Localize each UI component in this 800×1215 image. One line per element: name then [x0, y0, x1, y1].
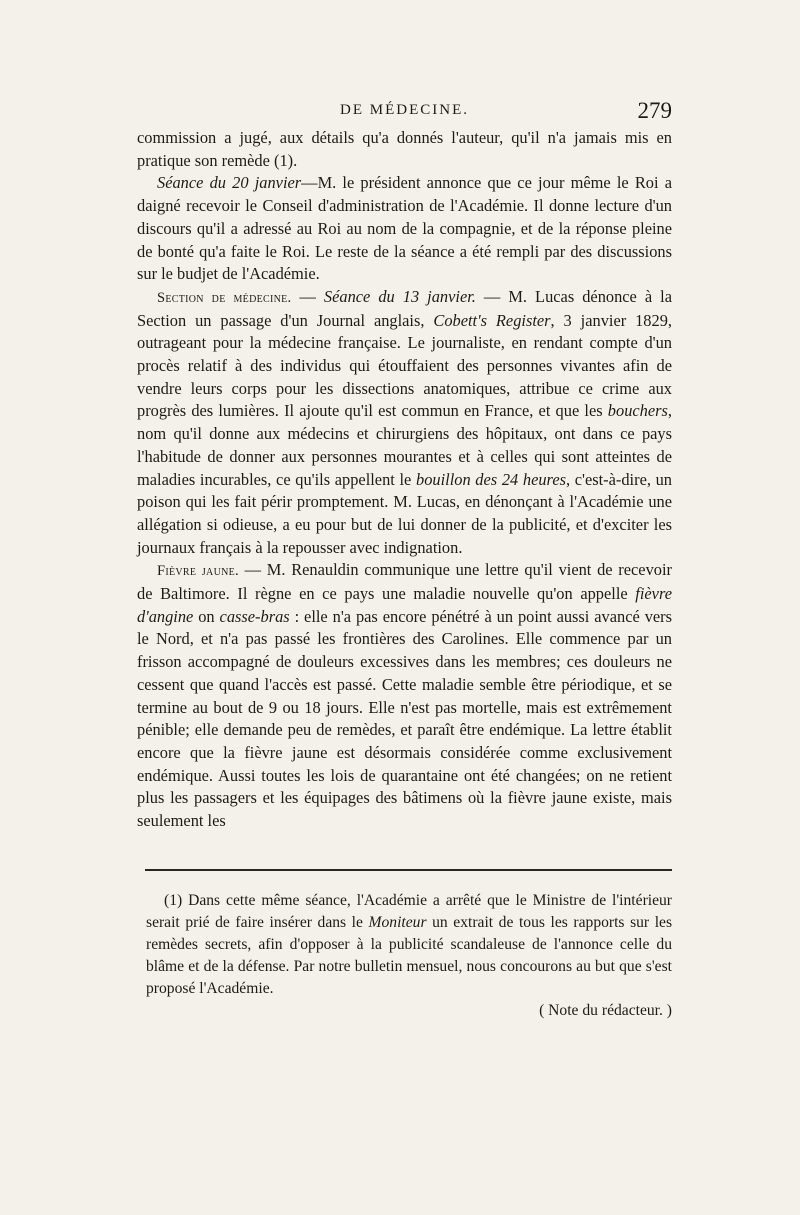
- note-signature: ( Note du rédacteur. ): [539, 1002, 672, 1019]
- footnote-text: [146, 890, 672, 1000]
- paragraph-fievre-jaune: [137, 559, 672, 832]
- paragraph-commission: [137, 127, 672, 172]
- term-casse-bras: casse-bras: [219, 606, 290, 626]
- section-heading: Section de médecine.: [157, 289, 292, 306]
- section-text-d: , c'est-à-dire, un poison qui les fait périr promptement. M. Lucas, en dénonçant à l'Académie une allégation si odieuse, a eu pour but de lui donner de la publicité, et d'exciter les journaux français à la repousser avec indignation.: [137, 469, 672, 557]
- seance-20-text: —M. le président annonce que ce jour même le Roi a daigné recevoir le Conseil d'administration de l'Académie. Il donne lecture d'un discours qu'il a adressé au Roi au nom de la compagnie, et de la réponse pleine de bonté qu'a faite le Roi. Le reste de la séance a été rempli par des discussions sur le budjet de l'Académie.: [137, 173, 672, 284]
- paragraph-seance-20-janvier: [137, 172, 672, 286]
- running-title: DE MÉDECINE.: [340, 102, 469, 118]
- paragraph-commission-text: commission a jugé, aux détails qu'a donnés l'auteur, qu'il n'a jamais mis en pratique son remède (1).: [137, 128, 672, 170]
- section-text-c: , nom qu'il donne aux médecins et chirurgiens des hôpitaux, ont dans ce pays l'habitude de donner aux personnes mourantes et à celles qui sont atteintes de maladies incurables, ce qu'ils appellent le: [137, 401, 672, 489]
- footnote-text-a: (1) Dans cette même séance, l'Académie a arrêté que le Ministre de l'intérieur serait prié de faire insérer dans le: [146, 892, 672, 931]
- fievre-text-c: : elle n'a pas encore pénétré à un point aussi avancé vers le Nord, et n'a pas passé les frontières des Carolines. Elle commence par un frisson accompagné de douleurs excessives dans les membres; ces douleurs ne cessent que quand l'accès est passé. Cette maladie semble être périodique, et se termine au bout de 9 ou 18 jours. Elle n'est pas mortelle, mais est extrêmement pénible; elle demande peu de remèdes, et paraît être endémique. La lettre établit encore que la fièvre jaune est désormais considérée comme exclusivement endémique. Aussi toutes les lois de quarantaine ont été changées; on ne retient plus les passagers et les équipages des bâtimens où la fièvre jaune existe, mais seulement les: [137, 606, 672, 831]
- section-text-a: — M. Lucas dénonce à la Section un passage d'un Journal anglais,: [137, 286, 672, 330]
- term-moniteur: Moniteur: [368, 914, 427, 931]
- fievre-text-b: on: [193, 606, 220, 626]
- journal-title: Cobett's Register: [433, 310, 551, 330]
- term-bouillon: bouillon des 24 heures: [416, 469, 566, 489]
- footnote: [146, 890, 672, 1022]
- running-header: [137, 98, 672, 128]
- page-number: 279: [637, 98, 672, 123]
- footnote-text-b: un extrait de tous les rapports sur les remèdes secrets, afin d'opposer à la publicité scandaleuse de l'annonce celle du blâme et de la défense. Par notre bulletin mensuel, nous concourons au but que s'est proposé l'Académie.: [146, 914, 673, 997]
- fievre-heading: Fièvre jaune.: [157, 563, 239, 580]
- main-text: [137, 127, 672, 833]
- section-text-b: , 3 janvier 1829, outrageant pour la médecine française. Le journaliste, en rendant compte d'un procès relatif à des individus qui étouffaient des personnes vivantes afin de vendre leurs corps pour les dissections anatomiques, attribue ce crime aux progrès des lumières. Il ajoute qu'il est commun en France, et que les: [137, 310, 672, 421]
- fievre-text-a: — M. Renauldin communique une lettre qu'il vient de recevoir de Baltimore. Il règne en ce pays une maladie nouvelle qu'on appelle: [137, 560, 672, 604]
- section-dash: —: [291, 286, 324, 306]
- paragraph-section-medecine: [137, 286, 672, 559]
- seance-date-13: Séance du 13 janvier.: [323, 286, 476, 306]
- footnote-rule: [145, 869, 672, 871]
- term-fievre-angine: fièvre d'angine: [137, 584, 672, 626]
- term-bouchers: bouchers: [607, 401, 668, 421]
- seance-date-20: Séance du 20 janvier: [157, 173, 302, 193]
